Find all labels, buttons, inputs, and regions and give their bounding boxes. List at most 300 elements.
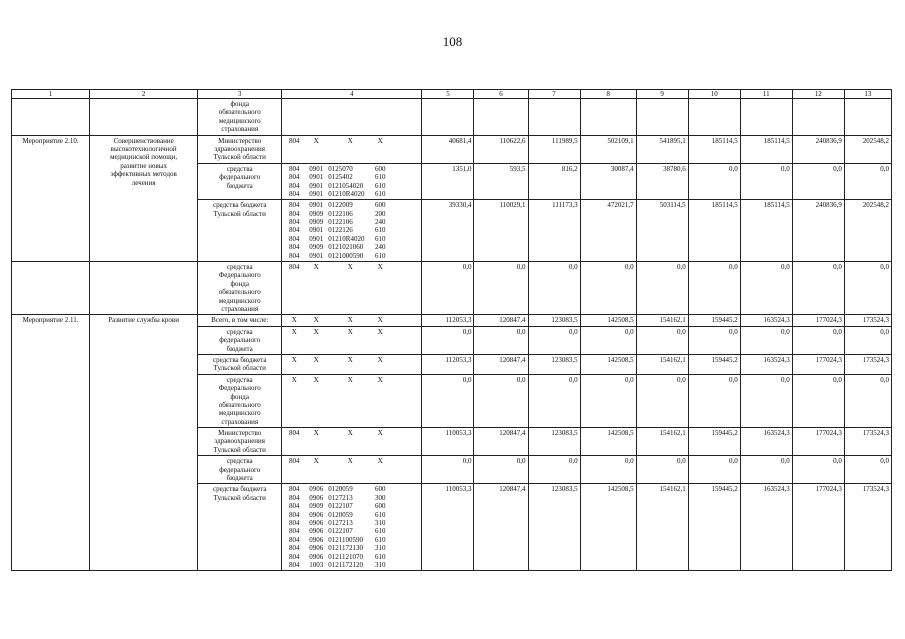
cell-line: средства — [226, 164, 253, 173]
code-rz: X — [313, 136, 319, 145]
value-cell: 0,0 — [740, 374, 792, 427]
value-cell: 154162,1 — [636, 484, 688, 571]
value-cell: 0,0 — [844, 262, 891, 315]
budget-codes-cell — [282, 484, 422, 571]
value-cell: 154162,1 — [636, 315, 688, 326]
code-grbs: 804 — [289, 544, 300, 553]
cell-line: федерального — [219, 336, 261, 345]
value-cell: 159445,2 — [688, 315, 740, 326]
code-rz: 0906 — [309, 544, 324, 553]
value-cell: 173524,3 — [844, 428, 891, 456]
code-rz: 0901 — [309, 189, 324, 198]
value-cell: 0,0 — [688, 163, 740, 200]
code-rz: 0901 — [309, 251, 324, 260]
code-rz: 0909 — [309, 209, 324, 218]
cell-line: средства — [226, 263, 253, 272]
value-cell: 123083,5 — [528, 484, 580, 571]
value-cell: 40681,4 — [422, 135, 474, 163]
value-cell: 112053,3 — [422, 354, 474, 374]
value-cell — [580, 99, 636, 136]
cell-line: здравоохранения — [214, 144, 266, 153]
cell-line: страхования — [221, 417, 259, 426]
code-csr: 0125402 — [328, 173, 353, 182]
code-grbs: 804 — [289, 201, 300, 210]
measure-code — [12, 262, 90, 315]
code-grbs: 804 — [289, 527, 300, 536]
code-rz: 0906 — [309, 552, 324, 561]
value-cell: 0,0 — [580, 456, 636, 484]
value-cell: 123083,5 — [528, 354, 580, 374]
value-cell: 240836,9 — [792, 135, 844, 163]
code-vr: X — [377, 457, 383, 466]
code-vr: X — [377, 316, 383, 325]
value-cell: 159445,2 — [688, 354, 740, 374]
value-cell: 173524,3 — [844, 315, 891, 326]
code-rz: X — [313, 429, 319, 438]
funding-source — [198, 354, 282, 374]
code-grbs: 804 — [289, 518, 300, 527]
code-csr: 0127213 — [328, 518, 353, 527]
funding-source — [198, 428, 282, 456]
code-vr: 610 — [375, 535, 386, 544]
cell-line: Министерство — [218, 429, 262, 438]
code-vr: 310 — [375, 560, 386, 569]
value-cell: 159445,2 — [688, 484, 740, 571]
measure-code — [12, 99, 90, 136]
cell-line: средства — [226, 327, 253, 336]
funding-source — [198, 135, 282, 163]
code-grbs: 804 — [289, 485, 300, 494]
value-cell: 0,0 — [792, 262, 844, 315]
value-cell: 0,0 — [528, 374, 580, 427]
code-vr: 610 — [375, 251, 386, 260]
code-vr: 610 — [375, 552, 386, 561]
code-vr: 600 — [375, 164, 386, 173]
budget-codes-cell — [282, 262, 422, 315]
column-number: 2 — [90, 90, 198, 99]
cell-line: страхования — [221, 304, 259, 313]
value-cell: 0,0 — [688, 326, 740, 354]
code-vr: 610 — [375, 173, 386, 182]
code-csr: 0120059 — [328, 485, 353, 494]
code-csr: X — [347, 136, 353, 145]
value-cell: 0,0 — [422, 456, 474, 484]
value-cell: 0,0 — [844, 456, 891, 484]
value-cell: 0,0 — [740, 262, 792, 315]
code-rz: 0906 — [309, 527, 324, 536]
table-row — [12, 262, 892, 315]
cell-line: развитие новых — [120, 161, 168, 170]
code-csr: X — [347, 316, 353, 325]
cell-line: медицинского — [218, 409, 261, 418]
code-rz: 0906 — [309, 518, 324, 527]
value-cell: 173524,3 — [844, 354, 891, 374]
header-row — [12, 90, 892, 99]
code-csr: 01210R4020 — [328, 189, 365, 198]
cell-line: обязательного — [218, 400, 261, 409]
funding-source — [198, 99, 282, 136]
value-cell: 202548,2 — [844, 200, 891, 262]
code-csr: X — [347, 457, 353, 466]
code-rz: 0901 — [309, 234, 324, 243]
value-cell: 0,0 — [844, 374, 891, 427]
code-csr: 0121000590 — [328, 251, 364, 260]
code-rz: 0906 — [309, 493, 324, 502]
code-grbs: 804 — [289, 226, 300, 235]
value-cell: 0,0 — [580, 326, 636, 354]
measure-code: Мероприятие 2.11. — [12, 315, 90, 571]
cell-line: средства — [226, 375, 253, 384]
code-vr: 200 — [375, 209, 386, 218]
cell-line: Тульской области — [213, 493, 266, 502]
code-rz: 0906 — [309, 485, 324, 494]
cell-line: фонда — [230, 392, 249, 401]
cell-line: федерального — [219, 465, 261, 474]
value-cell: 110029,1 — [474, 200, 528, 262]
code-grbs: 804 — [289, 251, 300, 260]
code-csr: 0121172130 — [328, 544, 364, 553]
cell-line: медицинского — [218, 116, 261, 125]
code-grbs: 804 — [289, 173, 300, 182]
code-grbs: 804 — [289, 263, 300, 272]
cell-line: средства бюджета — [212, 355, 267, 364]
code-rz: 0901 — [309, 164, 324, 173]
code-csr: 0121121070 — [328, 552, 364, 561]
cell-line: фонда — [230, 279, 249, 288]
value-cell: 0,0 — [844, 326, 891, 354]
code-grbs: 804 — [289, 510, 300, 519]
code-rz: 0909 — [309, 218, 324, 227]
code-rz: 0909 — [309, 243, 324, 252]
code-csr: 0122107 — [328, 502, 353, 511]
value-cell: 163524,3 — [740, 315, 792, 326]
value-cell: 0,0 — [792, 374, 844, 427]
code-grbs: 804 — [289, 502, 300, 511]
value-cell: 110622,6 — [474, 135, 528, 163]
budget-codes-cell — [282, 163, 422, 200]
value-cell: 0,0 — [688, 456, 740, 484]
cell-line: лечения — [131, 178, 156, 187]
code-vr: 610 — [375, 510, 386, 519]
budget-codes-cell — [282, 374, 422, 427]
cell-line: обязательного — [218, 108, 261, 117]
code-vr: 240 — [375, 218, 386, 227]
code-rz: 0901 — [309, 173, 324, 182]
value-cell — [422, 99, 474, 136]
code-grbs: 804 — [289, 136, 300, 145]
code-grbs: 804 — [289, 181, 300, 190]
cell-line: Федерального — [218, 271, 261, 280]
budget-codes-cell — [282, 326, 422, 354]
cell-line: фонда — [230, 100, 249, 108]
measure-code: Мероприятие 2.10. — [12, 135, 90, 261]
code-rz: 0909 — [309, 502, 324, 511]
funding-source — [198, 456, 282, 484]
code-rz: 0906 — [309, 510, 324, 519]
code-vr: X — [377, 429, 383, 438]
value-cell — [474, 99, 528, 136]
code-grbs: 804 — [289, 429, 300, 438]
cell-line: Тульской области — [213, 153, 266, 162]
value-cell: 177024,3 — [792, 484, 844, 571]
measure-name — [90, 262, 198, 315]
value-cell: 0,0 — [580, 374, 636, 427]
cell-line: бюджета — [226, 474, 253, 483]
budget-codes-cell — [282, 99, 422, 136]
funding-source — [198, 163, 282, 200]
value-cell: 111173,3 — [528, 200, 580, 262]
code-grbs: 804 — [289, 164, 300, 173]
value-cell: 177024,3 — [792, 354, 844, 374]
column-number: 12 — [792, 90, 844, 99]
code-rz: X — [313, 316, 319, 325]
value-cell: 142508,5 — [580, 315, 636, 326]
value-cell: 110053,3 — [422, 428, 474, 456]
value-cell: 0,0 — [474, 326, 528, 354]
code-vr: 600 — [375, 201, 386, 210]
cell-line: здравоохранения — [214, 437, 266, 446]
code-rz: 0901 — [309, 226, 324, 235]
code-grbs: X — [291, 375, 297, 384]
column-number: 4 — [282, 90, 422, 99]
cell-line: средства бюджета — [212, 485, 267, 494]
value-cell: 30087,4 — [580, 163, 636, 200]
code-csr: 0121054020 — [328, 181, 364, 190]
code-csr: X — [347, 375, 353, 384]
code-vr: 610 — [375, 181, 386, 190]
value-cell: 120847,4 — [474, 354, 528, 374]
value-cell — [688, 99, 740, 136]
measure-name — [90, 135, 198, 261]
cell-line: эффективных методов — [110, 170, 177, 179]
code-grbs: 804 — [289, 552, 300, 561]
budget-codes-cell — [282, 315, 422, 326]
funding-source — [198, 200, 282, 262]
value-cell — [636, 99, 688, 136]
code-grbs: X — [291, 327, 297, 336]
column-number: 9 — [636, 90, 688, 99]
value-cell: 123083,5 — [528, 428, 580, 456]
value-cell — [528, 99, 580, 136]
value-cell — [792, 99, 844, 136]
value-cell: 159445,2 — [688, 428, 740, 456]
code-rz: 0901 — [309, 181, 324, 190]
code-rz: X — [313, 263, 319, 272]
code-grbs: 804 — [289, 493, 300, 502]
code-csr: X — [347, 429, 353, 438]
code-csr: 0122126 — [328, 226, 353, 235]
value-cell: 163524,3 — [740, 428, 792, 456]
value-cell: 154162,1 — [636, 354, 688, 374]
code-csr: X — [347, 355, 353, 364]
value-cell: 0,0 — [474, 374, 528, 427]
code-csr: 0121100590 — [328, 535, 364, 544]
cell-line: Совершенствование — [113, 136, 174, 145]
value-cell: 0,0 — [844, 163, 891, 200]
code-vr: 310 — [375, 518, 386, 527]
funding-source — [198, 262, 282, 315]
code-grbs: 804 — [289, 234, 300, 243]
value-cell: 177024,3 — [792, 315, 844, 326]
value-cell: 0,0 — [528, 262, 580, 315]
value-cell — [844, 99, 891, 136]
code-csr: X — [347, 327, 353, 336]
value-cell: 472021,7 — [580, 200, 636, 262]
code-vr: 300 — [375, 493, 386, 502]
cell-line: обязательного — [218, 288, 261, 297]
cell-line: медицинского — [218, 296, 261, 305]
value-cell: 0,0 — [688, 262, 740, 315]
cell-line: Тульской области — [213, 364, 266, 373]
code-grbs: 804 — [289, 218, 300, 227]
cell-line: Министерство — [218, 136, 262, 145]
value-cell: 0,0 — [474, 456, 528, 484]
value-cell: 502109,1 — [580, 135, 636, 163]
value-cell: 177024,3 — [792, 428, 844, 456]
code-rz: 1003 — [309, 560, 324, 569]
value-cell: 240836,9 — [792, 200, 844, 262]
column-number: 10 — [688, 90, 740, 99]
code-grbs: 804 — [289, 535, 300, 544]
code-grbs: 804 — [289, 560, 300, 569]
code-vr: 610 — [375, 189, 386, 198]
measure-name — [90, 99, 198, 136]
column-number: 13 — [844, 90, 891, 99]
table-row — [12, 135, 892, 163]
code-grbs: X — [291, 355, 297, 364]
budget-codes-cell — [282, 354, 422, 374]
code-vr: 610 — [375, 234, 386, 243]
code-csr: 0122009 — [328, 201, 353, 210]
funding-source — [198, 374, 282, 427]
code-csr: 0122106 — [328, 209, 353, 218]
code-vr: X — [377, 136, 383, 145]
code-csr: 0127213 — [328, 493, 353, 502]
code-vr: 610 — [375, 226, 386, 235]
code-csr: 0121172120 — [328, 560, 364, 569]
funding-source: Всего, в том числе: — [198, 315, 282, 326]
value-cell: 0,0 — [792, 456, 844, 484]
code-vr: 610 — [375, 527, 386, 536]
value-cell: 0,0 — [740, 456, 792, 484]
column-number: 5 — [422, 90, 474, 99]
code-vr: X — [377, 263, 383, 272]
code-rz: 0906 — [309, 535, 324, 544]
table-row — [12, 99, 892, 136]
value-cell: 163524,3 — [740, 484, 792, 571]
cell-line: федерального — [219, 173, 261, 182]
code-vr: 240 — [375, 243, 386, 252]
budget-codes-cell — [282, 428, 422, 456]
table-row — [12, 315, 892, 326]
code-rz: 0901 — [309, 201, 324, 210]
value-cell: 163524,3 — [740, 354, 792, 374]
code-grbs: 804 — [289, 209, 300, 218]
code-vr: X — [377, 327, 383, 336]
cell-line: медицинской помощи, — [110, 153, 178, 162]
cell-line: страхования — [221, 125, 259, 134]
value-cell: 120847,4 — [474, 484, 528, 571]
value-cell: 112053,3 — [422, 315, 474, 326]
code-grbs: X — [291, 316, 297, 325]
value-cell: 111989,5 — [528, 135, 580, 163]
value-cell: 185114,5 — [740, 135, 792, 163]
code-vr: 310 — [375, 544, 386, 553]
cell-line: Тульской области — [213, 209, 266, 218]
value-cell: 120847,4 — [474, 315, 528, 326]
value-cell: 142508,5 — [580, 354, 636, 374]
value-cell: 0,0 — [474, 262, 528, 315]
value-cell: 185114,5 — [740, 200, 792, 262]
code-rz: X — [313, 327, 319, 336]
value-cell: 0,0 — [792, 326, 844, 354]
cell-line: бюджета — [226, 181, 253, 190]
value-cell: 202548,2 — [844, 135, 891, 163]
code-rz: X — [313, 375, 319, 384]
value-cell: 0,0 — [422, 374, 474, 427]
value-cell: 0,0 — [636, 374, 688, 427]
code-vr: 600 — [375, 502, 386, 511]
budget-codes-cell — [282, 456, 422, 484]
code-csr: 0120059 — [328, 510, 353, 519]
code-csr: 0122107 — [328, 527, 353, 536]
column-number: 1 — [12, 90, 90, 99]
column-number: 8 — [580, 90, 636, 99]
value-cell: 593,5 — [474, 163, 528, 200]
value-cell: 816,2 — [528, 163, 580, 200]
value-cell: 173524,3 — [844, 484, 891, 571]
value-cell: 154162,1 — [636, 428, 688, 456]
column-number: 11 — [740, 90, 792, 99]
code-csr: X — [347, 263, 353, 272]
value-cell: 0,0 — [580, 262, 636, 315]
cell-line: Федерального — [218, 384, 261, 393]
cell-line: средства — [226, 457, 253, 466]
value-cell: 142508,5 — [580, 428, 636, 456]
value-cell: 541895,1 — [636, 135, 688, 163]
cell-line: высокотехнологичной — [110, 144, 177, 153]
code-vr: X — [377, 355, 383, 364]
column-number: 7 — [528, 90, 580, 99]
page-number: 108 — [442, 34, 463, 49]
budget-codes-cell — [282, 135, 422, 163]
code-grbs: 804 — [289, 243, 300, 252]
value-cell: 110053,3 — [422, 484, 474, 571]
value-cell: 39330,4 — [422, 200, 474, 262]
code-grbs: 804 — [289, 457, 300, 466]
value-cell: 1351,0 — [422, 163, 474, 200]
column-number: 3 — [198, 90, 282, 99]
value-cell: 120847,4 — [474, 428, 528, 456]
cell-line: средства бюджета — [212, 201, 267, 210]
value-cell: 142508,5 — [580, 484, 636, 571]
value-cell: 185114,5 — [688, 135, 740, 163]
funding-source — [198, 326, 282, 354]
code-csr: 0122106 — [328, 218, 353, 227]
value-cell: 0,0 — [636, 262, 688, 315]
code-csr: 01210R4020 — [328, 234, 365, 243]
code-rz: X — [313, 457, 319, 466]
value-cell: 0,0 — [740, 163, 792, 200]
funding-source — [198, 484, 282, 571]
value-cell: 0,0 — [422, 262, 474, 315]
budget-codes-cell — [282, 200, 422, 262]
value-cell: 0,0 — [688, 374, 740, 427]
value-cell: 0,0 — [422, 326, 474, 354]
value-cell: 0,0 — [636, 326, 688, 354]
value-cell: 0,0 — [792, 163, 844, 200]
value-cell: 0,0 — [740, 326, 792, 354]
